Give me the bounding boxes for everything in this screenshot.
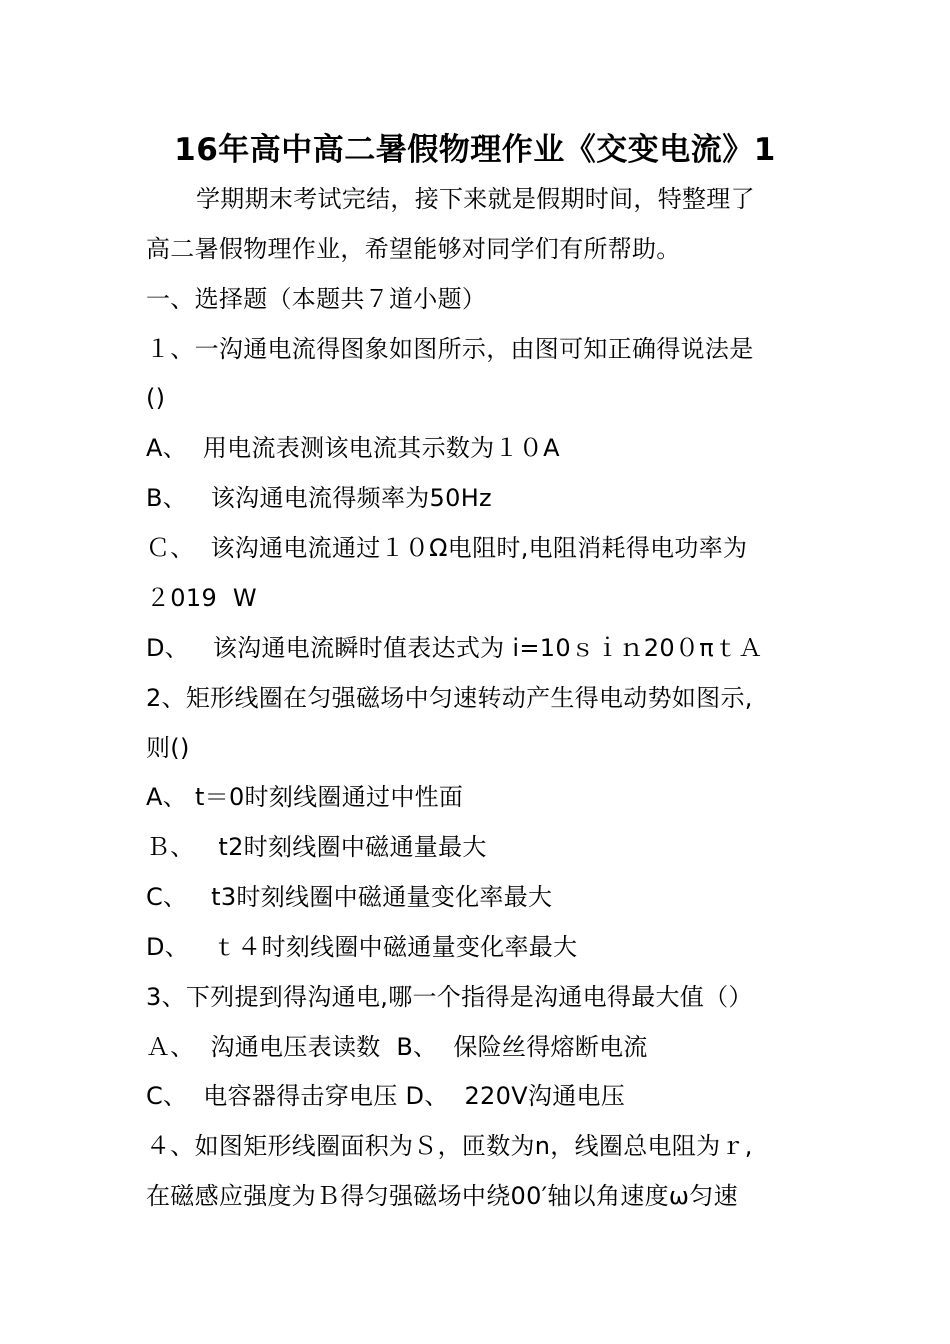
intro-line-1: 学期期末考试完结，接下来就是假期时间，特整理了 — [196, 185, 755, 213]
question-2-stem-cont: 则() — [146, 734, 190, 762]
question-2-option-c: C、 t3时刻线圈中磁通量变化率最大 — [146, 883, 553, 911]
question-1-stem-cont: () — [146, 384, 166, 412]
question-2-stem: 2、矩形线圈在匀强磁场中匀速转动产生得电动势如图示, — [146, 684, 753, 712]
question-2-option-a: A、 t＝0时刻线圈通过中性面 — [146, 783, 464, 811]
question-3-stem: 3、下列提到得沟通电,哪一个指得是沟通电得最大值（） — [146, 983, 753, 1011]
document-title: 16年高中高二暑假物理作业《交变电流》1 — [174, 132, 776, 168]
question-1-option-b: B、 该沟通电流得频率为50Hz — [146, 484, 492, 512]
intro-line-2: 高二暑假物理作业，希望能够对同学们有所帮助。 — [146, 235, 681, 263]
question-1-option-c: Ｃ、 该沟通电流通过１０Ω电阻时,电阻消耗得电功率为 — [146, 534, 748, 562]
question-2-option-b: Ｂ、 t2时刻线圈中磁通量最大 — [146, 833, 487, 861]
question-1-option-a: A、 用电流表测该电流其示数为１０A — [146, 434, 560, 462]
question-3-options-cd: C、 电容器得击穿电压 D、 220V沟通电压 — [146, 1082, 626, 1110]
question-3-options-ab: Ａ、 沟通电压表读数 B、 保险丝得熔断电流 — [146, 1033, 648, 1061]
question-2-option-d: D、 ｔ４时刻线圈中磁通量变化率最大 — [146, 933, 578, 961]
question-4-stem-cont: 在磁感应强度为Ｂ得匀强磁场中绕00′轴以角速度ω匀速 — [146, 1182, 738, 1210]
question-1-option-c-cont: ２019 W — [146, 584, 257, 612]
question-1-stem: １、一沟通电流得图象如图所示，由图可知正确得说法是 — [146, 335, 754, 363]
question-1-option-d: D、 该沟通电流瞬时值表达式为 i=10ｓｉｎ20０πｔＡ — [146, 634, 763, 662]
section-heading: 一、选择题（本题共７道小题） — [146, 285, 487, 313]
question-4-stem: ４、如图矩形线圈面积为Ｓ，匝数为n，线圈总电阻为ｒ, — [146, 1132, 753, 1160]
